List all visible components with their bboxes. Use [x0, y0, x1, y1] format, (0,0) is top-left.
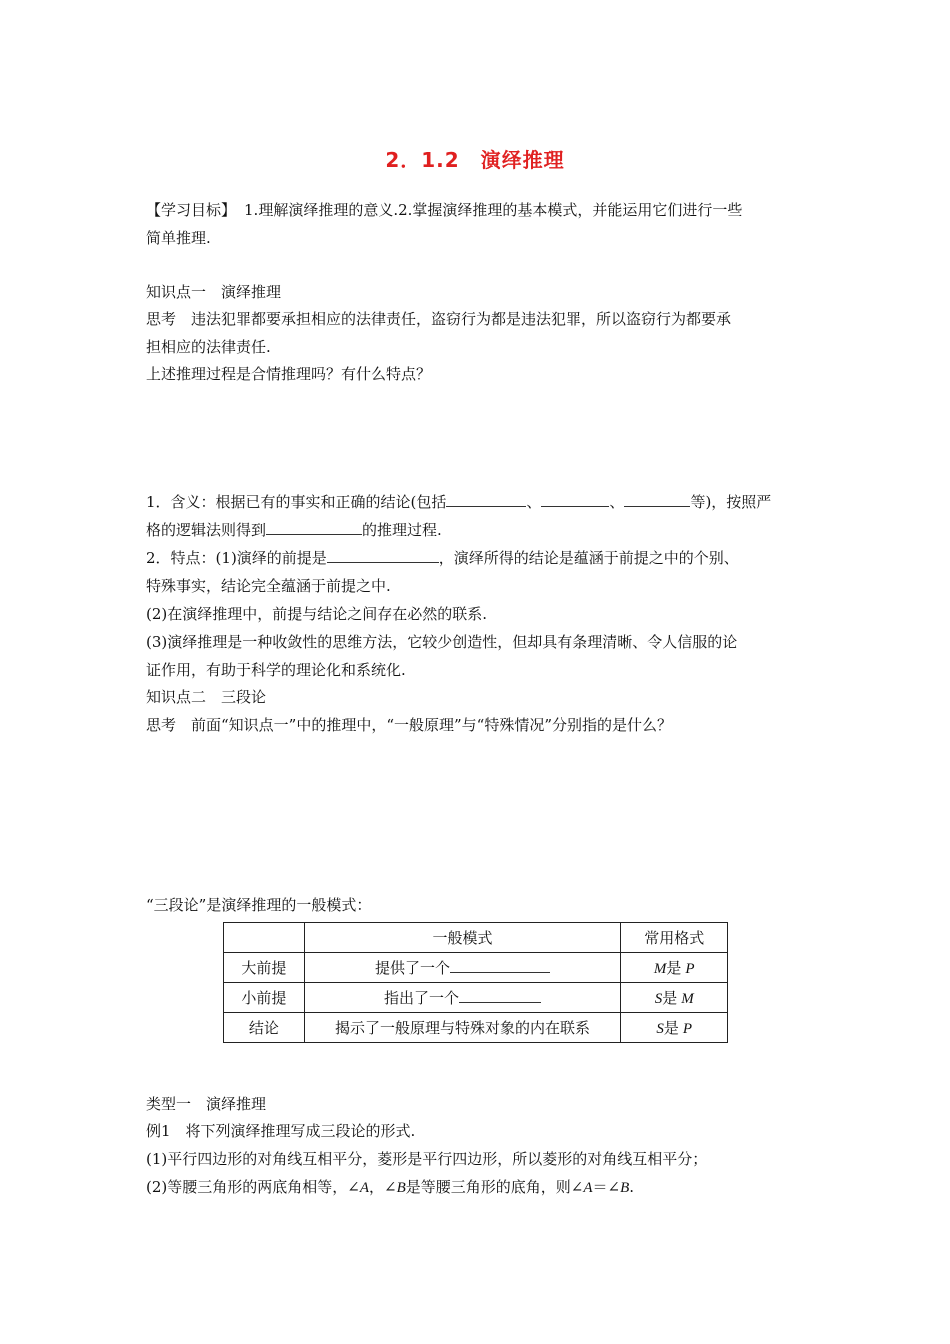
item2-text: ，∠ [369, 1178, 397, 1196]
table-row [224, 1013, 728, 1043]
angle-var: B [620, 1180, 630, 1196]
premise-mode [304, 983, 621, 1013]
definition-l2-suffix: 的推理过程. [362, 521, 442, 539]
page-title: 2．1.2 演绎推理 [385, 148, 565, 172]
example1-item2 [146, 1175, 634, 1200]
fill-blank[interactable] [266, 518, 362, 535]
feature-2: (2)在演绎推理中，前提与结论之间存在必然的联系. [146, 605, 488, 623]
feature-3-line1: (3)演绎推理是一种收敛性的思维方法，它较少创造性，但却具有条理清晰、令人信服的论 [146, 633, 738, 651]
fill-blank[interactable] [327, 546, 439, 563]
kp1-think-line2: 担相应的法律责任. [146, 338, 271, 356]
premise-mode: 揭示了一般原理与特殊对象的内在联系 [304, 1013, 621, 1043]
kp1-question: 上述推理过程是合情推理吗？有什么特点？ [146, 365, 432, 383]
table-row [224, 953, 728, 983]
type1-heading: 类型一 演绎推理 [146, 1095, 267, 1113]
separator: 、 [609, 493, 625, 511]
fill-blank[interactable] [450, 958, 550, 973]
fill-blank[interactable] [624, 490, 690, 507]
feature-suffix: ，演绎所得的结论是蕴涵于前提之中的个别、 [438, 549, 739, 567]
feature-3-line2: 证作用，有助于科学的理论化和系统化. [146, 661, 406, 679]
learning-goal-line2: 简单推理. [146, 229, 211, 247]
premise-name: 结论 [224, 1013, 305, 1043]
example1: 例1 将下列演绎推理写成三段论的形式. [146, 1122, 416, 1140]
definition-suffix: 等)，按照严 [690, 493, 772, 511]
syllogism-intro: “三段论”是演绎推理的一般模式： [146, 896, 372, 914]
premise-name: 小前提 [224, 983, 305, 1013]
format-is: 是 [666, 959, 682, 977]
format-term: S [656, 1021, 664, 1037]
feature-prefix: 2．特点：(1)演绎的前提是 [146, 549, 327, 567]
definition-l2-prefix: 格的逻辑法则得到 [146, 521, 267, 539]
item2-text: . [629, 1178, 635, 1196]
angle-var: A [359, 1180, 369, 1196]
angle-var: A [583, 1180, 593, 1196]
definition-line2 [146, 518, 442, 542]
kp1-heading: 知识点一 演绎推理 [146, 283, 282, 301]
fill-blank[interactable] [446, 490, 526, 507]
fill-blank[interactable] [541, 490, 609, 507]
learning-goal-text: 1.理解演绎推理的意义.2.掌握演绎推理的基本模式，并能运用它们进行一些 [244, 201, 743, 219]
premise-format [621, 1013, 728, 1043]
example1-item1: (1)平行四边形的对角线互相平分，菱形是平行四边形，所以菱形的对角线互相平分； [146, 1150, 708, 1168]
item2-text: 是等腰三角形的底角，则∠ [405, 1178, 584, 1196]
item2-text: (2)等腰三角形的两底角相等，∠ [146, 1178, 360, 1196]
feature-line2: 特殊事实，结论完全蕴涵于前提之中. [146, 577, 391, 595]
premise-name: 大前提 [224, 953, 305, 983]
learning-goal-label: 【学习目标】 [146, 201, 237, 219]
premise-mode [304, 953, 621, 983]
table-header-row [224, 923, 728, 953]
angle-var: B [396, 1180, 406, 1196]
item2-text: ＝∠ [592, 1178, 621, 1196]
table-header-cell: 常用格式 [621, 923, 728, 953]
format-is: 是 [663, 1019, 679, 1037]
table-header-cell: 一般模式 [304, 923, 621, 953]
definition-prefix: 1．含义：根据已有的事实和正确的结论(包括 [146, 493, 447, 511]
premise-format [621, 983, 728, 1013]
mode-text: 指出了一个 [384, 989, 460, 1007]
format-is: 是 [662, 989, 678, 1007]
feature-line1 [146, 546, 739, 570]
learning-goal-line1 [146, 198, 742, 222]
format-term: M [653, 961, 667, 977]
fill-blank[interactable] [459, 988, 541, 1003]
kp2-think: 思考 前面“知识点一”中的推理中，“一般原理”与“特殊情况”分别指的是什么？ [146, 716, 673, 734]
syllogism-table [223, 922, 728, 1043]
format-term: P [682, 1021, 693, 1037]
table-row [224, 983, 728, 1013]
table-header-cell [224, 923, 305, 953]
format-term: P [685, 961, 695, 977]
kp1-think-line1: 思考 违法犯罪都要承担相应的法律责任，盗窃行为都是违法犯罪，所以盗窃行为都要承 [146, 310, 732, 328]
format-term: S [654, 991, 663, 1007]
definition-line1 [146, 490, 771, 514]
separator: 、 [526, 493, 542, 511]
format-term: M [681, 991, 694, 1007]
premise-format [621, 953, 728, 983]
mode-text: 提供了一个 [375, 959, 451, 977]
kp2-heading: 知识点二 三段论 [146, 688, 267, 706]
